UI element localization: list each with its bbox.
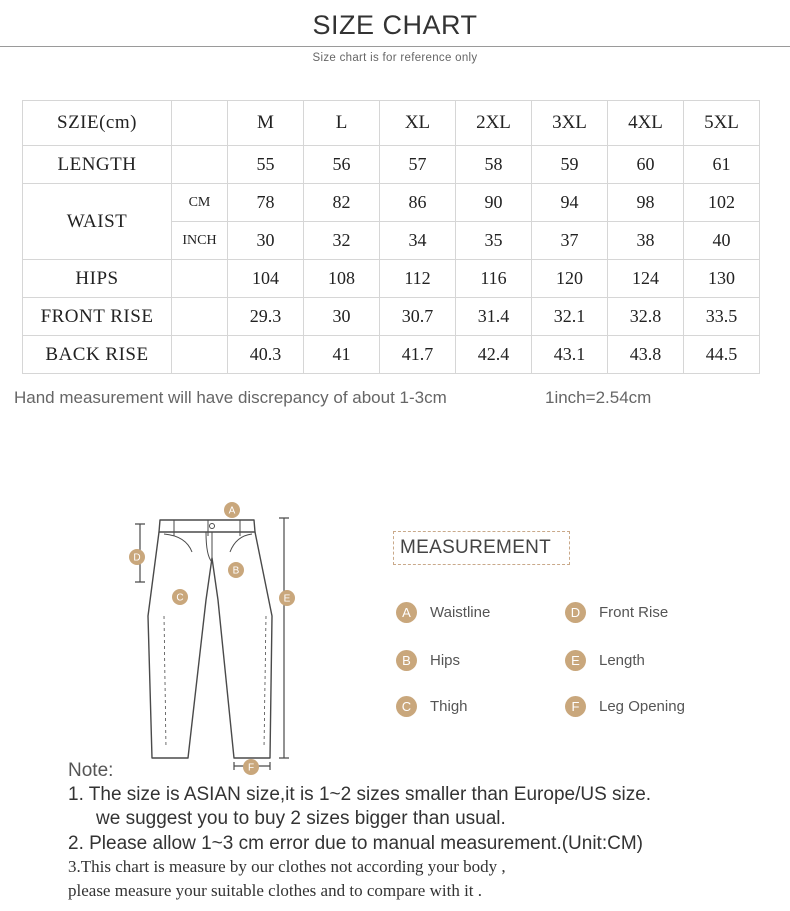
badge-f-icon: F: [565, 696, 586, 717]
unit-blank-cell: [172, 146, 228, 184]
table-cell: 30: [304, 298, 380, 336]
table-cell: 56: [304, 146, 380, 184]
table-cell: 32.8: [608, 298, 684, 336]
table-cell: 30: [228, 222, 304, 260]
length-row: [23, 146, 760, 184]
unit-blank-cell: [172, 260, 228, 298]
front-rise-row: [23, 298, 760, 336]
legend-label: Length: [599, 651, 645, 669]
row-label-front-rise: FRONT RISE: [23, 298, 172, 336]
table-cell: 55: [228, 146, 304, 184]
page-subtitle: Size chart is for reference only: [312, 52, 478, 64]
length-line: [279, 518, 289, 758]
table-cell: 104: [228, 260, 304, 298]
table-cell: 40: [684, 222, 760, 260]
legend-label: Waistline: [430, 603, 491, 621]
size-label: 2XL: [456, 101, 532, 146]
waist-cm-row: [23, 184, 760, 222]
table-cell: 116: [456, 260, 532, 298]
size-header-row: [23, 101, 760, 146]
table-cell: 43.1: [532, 336, 608, 374]
page-title: SIZE CHART: [312, 10, 478, 40]
note-line-2: 2. Please allow 1~3 cm error due to manual measurement.(Unit:CM): [68, 833, 643, 854]
marker-e-label: E: [283, 593, 291, 605]
unit-blank-cell: [172, 336, 228, 374]
marker-b-label: B: [232, 565, 240, 577]
note-line-3: 3.This chart is measure by our clothes not according your body ,: [68, 857, 506, 876]
table-cell: 120: [532, 260, 608, 298]
size-label: 5XL: [684, 101, 760, 146]
size-label: M: [228, 101, 304, 146]
table-cell: 37: [532, 222, 608, 260]
legend-item-thigh: [396, 695, 468, 717]
pants-outline: [148, 532, 272, 758]
table-cell: 90: [456, 184, 532, 222]
table-cell: 78: [228, 184, 304, 222]
badge-d-icon: D: [565, 602, 586, 623]
size-label: 4XL: [608, 101, 684, 146]
table-cell: 61: [684, 146, 760, 184]
table-cell: 34: [380, 222, 456, 260]
table-cell: 32: [304, 222, 380, 260]
legend-item-length: [565, 649, 645, 671]
legend-item-leg-opening: [565, 695, 685, 717]
table-cell: 40.3: [228, 336, 304, 374]
corner-label: SZIE(cm): [23, 101, 172, 146]
table-cell: 98: [608, 184, 684, 222]
marker-d-label: D: [133, 552, 141, 564]
legend-item-hips: [396, 649, 460, 671]
marker-f-label: F: [247, 762, 255, 774]
table-cell: 60: [608, 146, 684, 184]
size-label: XL: [380, 101, 456, 146]
row-label-hips: HIPS: [23, 260, 172, 298]
row-label-length: LENGTH: [23, 146, 172, 184]
badge-b-icon: B: [396, 650, 417, 671]
table-cell: 43.8: [608, 336, 684, 374]
badge-e-icon: E: [565, 650, 586, 671]
legend-label: Front Rise: [599, 603, 669, 621]
note-line-1: 1. The size is ASIAN size,it is 1~2 sizes smaller than Europe/US size.: [68, 784, 652, 805]
table-cell: 42.4: [456, 336, 532, 374]
row-label-waist: WAIST: [23, 184, 172, 260]
legend-item-waistline: [396, 601, 490, 623]
pants-diagram: [126, 496, 316, 786]
size-table: [22, 100, 760, 374]
table-cell: 82: [304, 184, 380, 222]
marker-a-label: A: [228, 505, 236, 517]
badge-c-icon: C: [396, 696, 417, 717]
unit-label-inch: INCH: [172, 222, 228, 260]
waistband-outline: [159, 520, 255, 532]
unit-blank-cell: [172, 101, 228, 146]
table-cell: 31.4: [456, 298, 532, 336]
table-cell: 58: [456, 146, 532, 184]
table-cell: 124: [608, 260, 684, 298]
table-cell: 102: [684, 184, 760, 222]
table-cell: 57: [380, 146, 456, 184]
note-line-1b: we suggest you to buy 2 sizes bigger than usual.: [96, 808, 506, 829]
table-cell: 112: [380, 260, 456, 298]
badge-a-icon: A: [396, 602, 417, 623]
conversion-notice: 1inch=2.54cm: [545, 388, 652, 407]
table-cell: 41: [304, 336, 380, 374]
table-cell: 59: [532, 146, 608, 184]
header-divider: [0, 46, 790, 47]
table-cell: 32.1: [532, 298, 608, 336]
table-cell: 29.3: [228, 298, 304, 336]
discrepancy-notice: Hand measurement will have discrepancy of about 1-3cm: [14, 388, 447, 407]
table-cell: 86: [380, 184, 456, 222]
hips-row: [23, 260, 760, 298]
table-cell: 35: [456, 222, 532, 260]
legend-label: Hips: [430, 651, 461, 669]
row-label-back-rise: BACK RISE: [23, 336, 172, 374]
table-cell: 30.7: [380, 298, 456, 336]
unit-label-cm: CM: [172, 184, 228, 222]
table-cell: 33.5: [684, 298, 760, 336]
measurement-title: MEASUREMENT: [400, 537, 552, 558]
marker-c-label: C: [176, 592, 184, 604]
size-label: 3XL: [532, 101, 608, 146]
table-cell: 41.7: [380, 336, 456, 374]
table-cell: 108: [304, 260, 380, 298]
note-line-3b: please measure your suitable clothes and to compare with it .: [68, 881, 483, 900]
table-cell: 44.5: [684, 336, 760, 374]
legend-label: Leg Opening: [599, 697, 685, 715]
table-cell: 94: [532, 184, 608, 222]
table-cell: 130: [684, 260, 760, 298]
notes-heading: Note:: [68, 760, 114, 781]
table-cell: 38: [608, 222, 684, 260]
button-icon: [210, 524, 215, 529]
unit-blank-cell: [172, 298, 228, 336]
size-label: L: [304, 101, 380, 146]
legend-item-front-rise: [565, 601, 668, 623]
back-rise-row: [23, 336, 760, 374]
legend-label: Thigh: [430, 697, 468, 715]
